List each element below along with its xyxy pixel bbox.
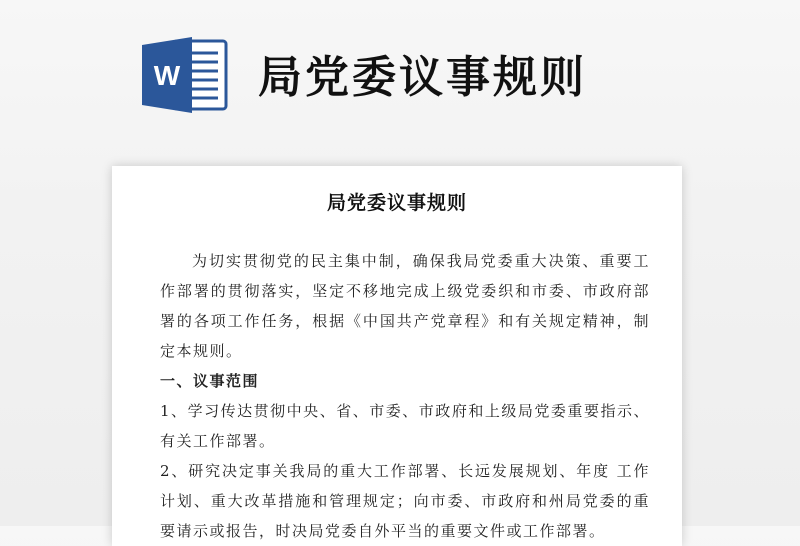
document-title: 局党委议事规则 <box>326 192 467 214</box>
scope-item-2: 2、研究决定事关我局的重大工作部署、长远发展规划、年度 工作计划、重大改革措施和管理规定；向市委、市政府和州局党委的重要请示或报告，时决局党委自外平当的重要文件或工作部署。 <box>160 462 650 540</box>
word-icon-letter: W <box>153 60 181 91</box>
section-heading-scope: 一、议事范围 <box>160 372 260 390</box>
document-body <box>160 246 650 546</box>
scope-item-1: 1、学习传达贯彻中央、省、市委、市政府和上级局党委重要指示、有关工作部署。 <box>160 402 650 450</box>
intro-paragraph: 为切实贯彻党的民主集中制，确保我局党委重大决策、重要工作部署的贯彻落实，坚定不移地完成上级党委织和市委、市政府部署的各项工作任务，根据《中国共产党章程》和有关规定精神，制定本规则。 <box>160 252 650 360</box>
header-banner <box>0 0 800 150</box>
word-icon <box>140 35 230 115</box>
document-page <box>112 166 682 546</box>
header-title: 局党委议事规则 <box>258 52 587 103</box>
